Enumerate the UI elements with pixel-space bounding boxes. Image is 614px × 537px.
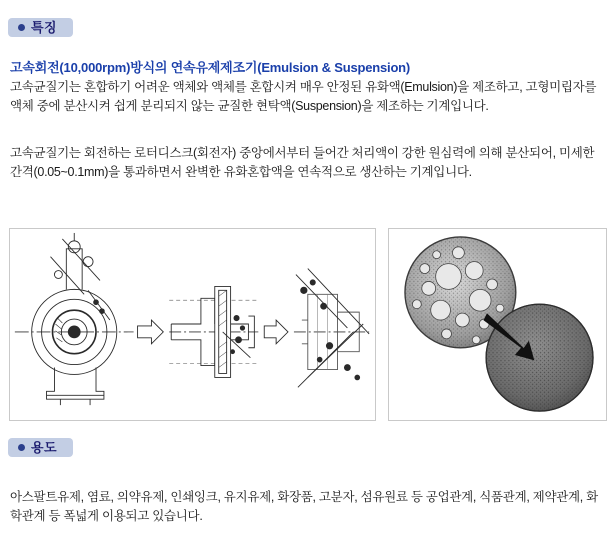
pill-usage bbox=[8, 438, 73, 457]
figure-row bbox=[9, 228, 607, 421]
homogenizer-assembly-icon bbox=[10, 229, 375, 420]
pill-features bbox=[8, 18, 73, 37]
pill-features-label: 특징 bbox=[31, 20, 58, 35]
features-paragraph-2: 고속균질기는 회전하는 로터디스크(회전자) 중앙에서부터 들어간 처리액이 강한 원심력에 의해 분산되어, 미세한 간격(0.05~0.1mm)을 통과하면서 완벽한 유화혼합액을 연속적으로 생산하는 기계입니다. bbox=[10, 146, 598, 180]
fine-suspension-circle bbox=[486, 304, 593, 411]
usage-paragraph: 아스팔트유제, 염료, 의약유제, 인쇄잉크, 유지유제, 화장품, 고분자, 섬유원료 등 공업관계, 식품관계, 제약관계, 화학관계 등 폭넓게 이용되고 있습니다. bbox=[10, 490, 598, 524]
features-subtitle: 고속회전(10,000rpm)방식의 연속유제제조기(Emulsion & Suspension) bbox=[10, 60, 411, 75]
bullet-icon bbox=[18, 444, 25, 451]
figure-emulsion-micrograph bbox=[388, 228, 607, 421]
figure-homogenizer-diagram bbox=[9, 228, 376, 421]
bullet-icon bbox=[18, 24, 25, 31]
pill-usage-label: 용도 bbox=[31, 440, 58, 455]
emulsion-droplet-micrograph-icon bbox=[389, 229, 606, 420]
section-heading-features bbox=[8, 18, 73, 37]
section-heading-usage bbox=[8, 438, 73, 457]
features-paragraph-1: 고속균질기는 혼합하기 어려운 액체와 액체를 혼합시켜 매우 안정된 유화액(Emulsion)을 제조하고, 고형미립자를 액체 중에 분산시켜 쉽게 분리되지 않는 균질한 현탁액(Suspension)을 제조하는 기계입니다. bbox=[10, 80, 600, 114]
